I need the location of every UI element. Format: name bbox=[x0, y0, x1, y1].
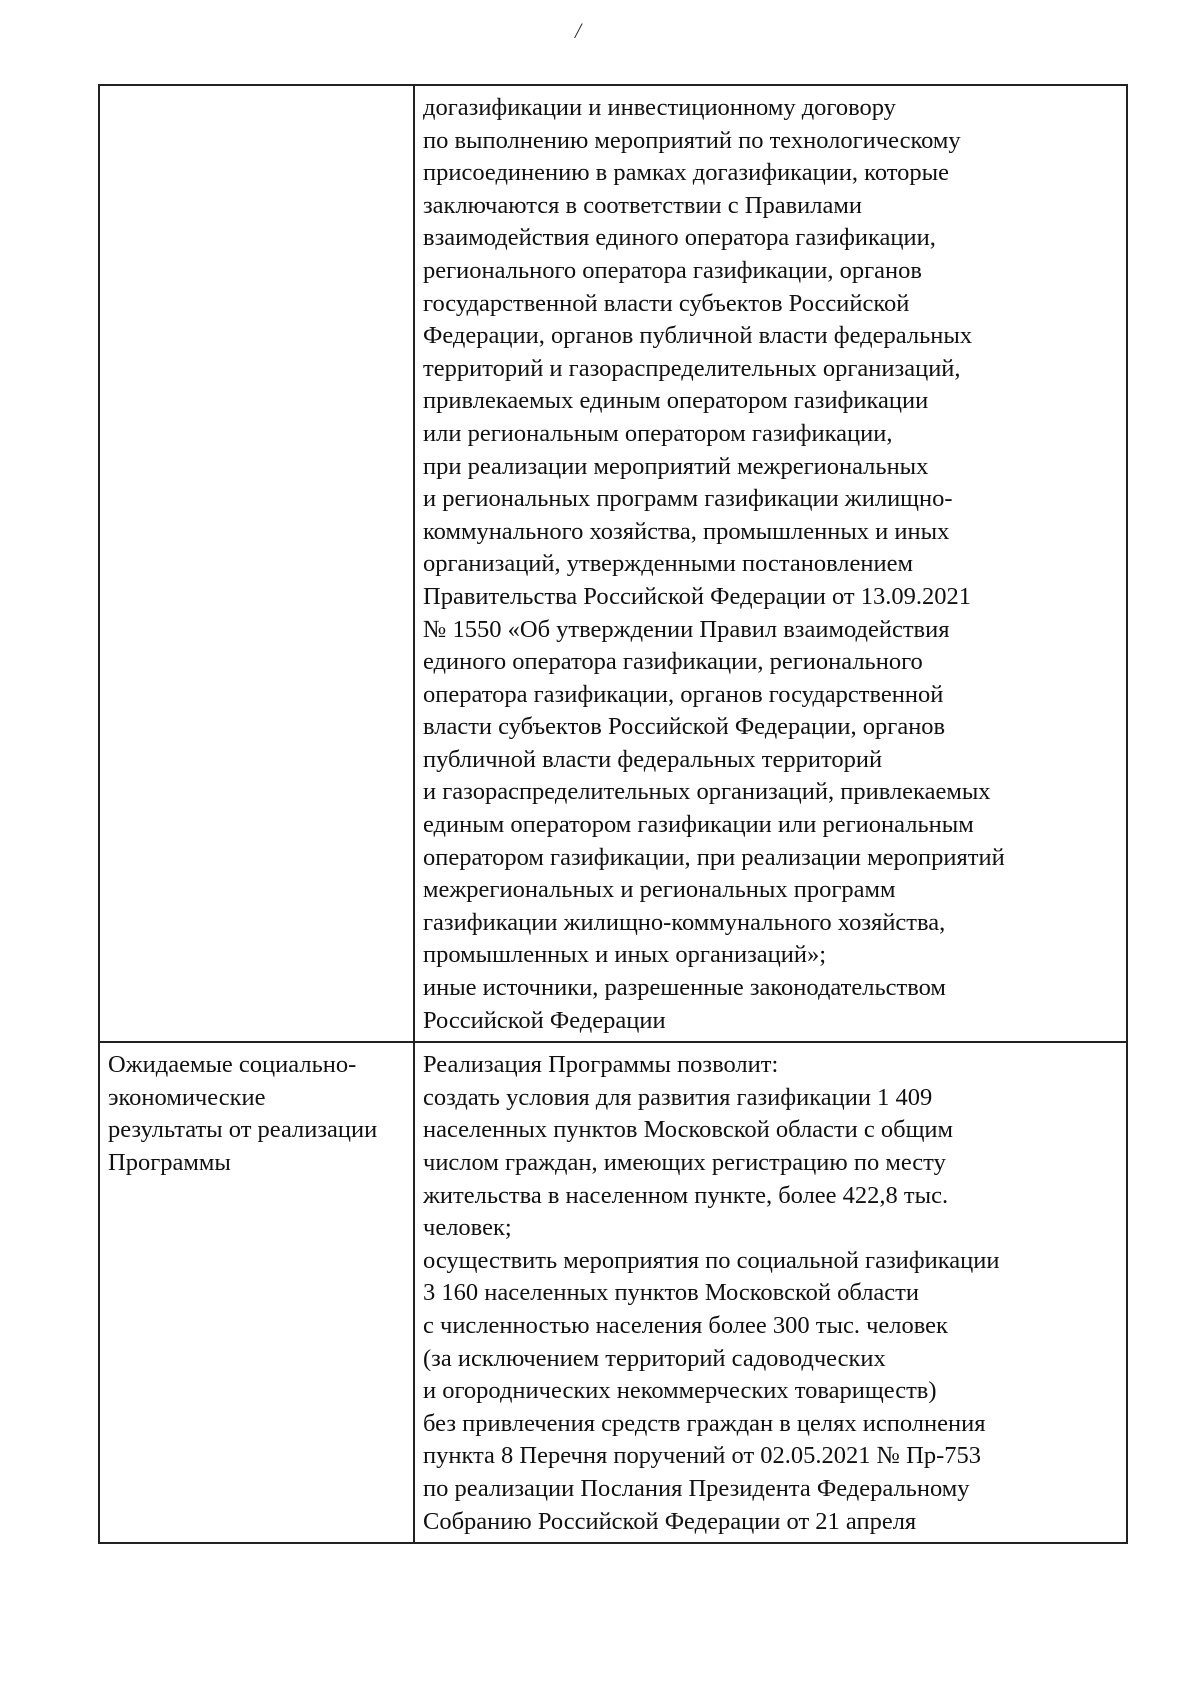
program-passport-table bbox=[98, 84, 1128, 1544]
row-content-line: или региональным оператором газификации, bbox=[423, 419, 893, 447]
row-content-line: догазификации и инвестиционному договору bbox=[423, 94, 896, 121]
row-content-line: (за исключением территорий садоводческих bbox=[423, 1344, 886, 1372]
row-content-line: оператора газификации, органов государственной bbox=[423, 680, 944, 708]
row-content-line: заключаются в соответствии с Правилами bbox=[423, 191, 862, 219]
row-content-line: при реализации мероприятий межрегиональных bbox=[423, 452, 929, 480]
row-label-cell bbox=[99, 1042, 414, 1543]
row-content-line: коммунального хозяйства, промышленных и иных bbox=[423, 517, 950, 545]
row-content-line: Правительства Российской Федерации от 13.09.2021 bbox=[423, 582, 972, 610]
row-content-line: оператором газификации, при реализации мероприятий bbox=[423, 843, 1005, 871]
row-content-line: по выполнению мероприятий по технологическому bbox=[423, 126, 961, 154]
row-content-line: Реализация Программы позволит: bbox=[423, 1051, 779, 1079]
row-label-cell bbox=[99, 85, 414, 1042]
row-content-line: Федерации, органов публичной власти федеральных bbox=[423, 322, 973, 350]
row-label-line: Ожидаемые социально- bbox=[108, 1051, 357, 1079]
row-content-line: и огороднических некоммерческих товариществ) bbox=[423, 1377, 937, 1405]
row-content-line: единого оператора газификации, регионального bbox=[423, 648, 923, 676]
row-content-line: пункта 8 Перечня поручений от 02.05.2021 № Пр-753 bbox=[423, 1442, 982, 1470]
row-content-line: присоединению в рамках догазификации, которые bbox=[423, 159, 949, 187]
row-content-line: и региональных программ газификации жилищно- bbox=[423, 485, 953, 513]
row-content-line: № 1550 «Об утверждении Правил взаимодействия bbox=[423, 615, 950, 643]
row-content-cell bbox=[414, 85, 1127, 1042]
row-content-line: осуществить мероприятия по социальной газификации bbox=[423, 1246, 1000, 1274]
row-label-line: Программы bbox=[108, 1149, 231, 1176]
row-content-line: 3 160 населенных пунктов Московской области bbox=[423, 1279, 919, 1307]
row-content-line: иные источники, разрешенные законодательством bbox=[423, 974, 946, 1002]
row-content-line: государственной власти субъектов Российской bbox=[423, 289, 910, 317]
row-content-line: с численностью населения более 300 тыс. человек bbox=[423, 1311, 948, 1339]
row-content-cell bbox=[414, 1042, 1127, 1543]
row-content-line: привлекаемых единым оператором газификации bbox=[423, 387, 929, 415]
row-content-line: публичной власти федеральных территорий bbox=[423, 745, 883, 773]
row-content-line: взаимодействия единого оператора газификации, bbox=[423, 224, 936, 252]
row-content-line: жительства в населенном пункте, более 422,8 тыс. bbox=[423, 1181, 949, 1209]
page-mark: / bbox=[575, 18, 582, 43]
row-label-line: экономические bbox=[108, 1083, 266, 1111]
row-content-line: власти субъектов Российской Федерации, органов bbox=[423, 713, 946, 741]
row-label-line: результаты от реализации bbox=[108, 1116, 378, 1144]
table-row bbox=[99, 1042, 1127, 1543]
row-content-line: единым оператором газификации или региональным bbox=[423, 811, 974, 839]
row-content-line: Российской Федерации bbox=[423, 1006, 666, 1034]
row-content-line: межрегиональных и региональных программ bbox=[423, 876, 896, 904]
row-content-line: без привлечения средств граждан в целях исполнения bbox=[423, 1409, 986, 1437]
row-content-line: населенных пунктов Московской области с общим bbox=[423, 1116, 954, 1144]
row-content-line: числом граждан, имеющих регистрацию по месту bbox=[423, 1149, 946, 1176]
row-content-line: человек; bbox=[423, 1214, 512, 1242]
row-content-line: регионального оператора газификации, органов bbox=[423, 256, 922, 284]
row-content-line: создать условия для развития газификации 1 409 bbox=[423, 1083, 933, 1111]
row-content-line: организаций, утвержденными постановлением bbox=[423, 550, 914, 578]
row-content-line: территорий и газораспределительных организаций, bbox=[423, 354, 961, 382]
row-content-line: промышленных и иных организаций»; bbox=[423, 941, 827, 969]
row-content-line: газификации жилищно-коммунального хозяйства, bbox=[423, 908, 946, 936]
table-row bbox=[99, 85, 1127, 1042]
row-content-line: по реализации Послания Президента Федеральному bbox=[423, 1474, 970, 1502]
row-content-line: Собранию Российской Федерации от 21 апреля bbox=[423, 1507, 917, 1535]
row-content-line: и газораспределительных организаций, привлекаемых bbox=[423, 778, 991, 806]
